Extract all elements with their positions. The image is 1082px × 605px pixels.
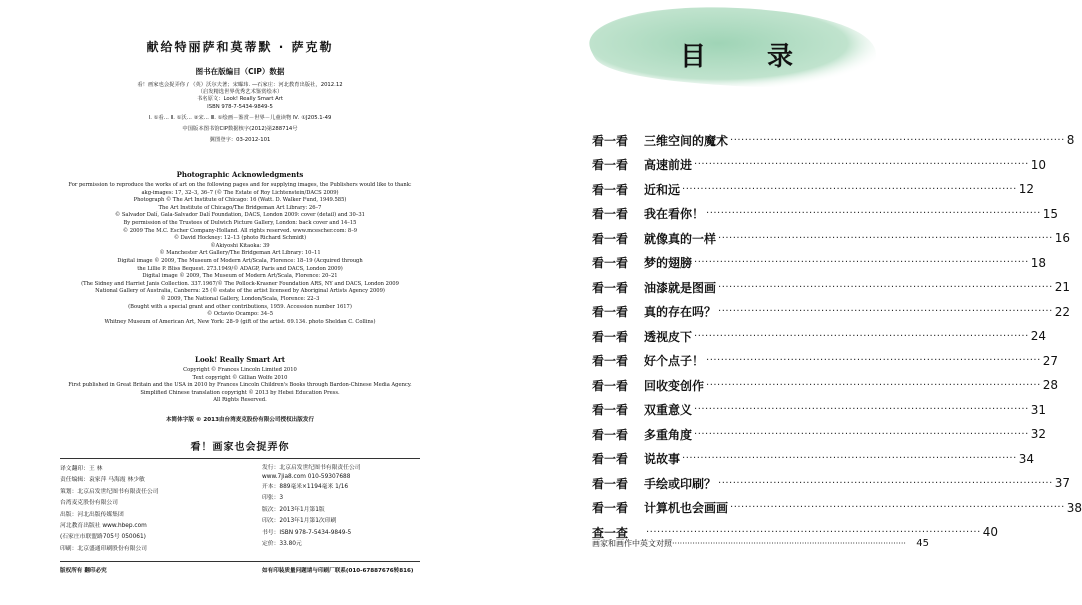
ack-line: akg-images: 17, 32–3, 36–7 (© The Estate of Roy Lichtenstein/DACS 2009)	[141, 189, 339, 196]
toc-section-label: 看一看	[592, 501, 629, 516]
cip-block	[0, 66, 480, 144]
ack-line: © David Hockney: 12–13 (photo Richard Schmidt)	[173, 235, 307, 242]
leader-dots: ···························································································	[646, 526, 981, 538]
toc-entry[interactable]	[592, 349, 1059, 374]
toc-page-number: 38	[1066, 500, 1082, 515]
pub-line: 印刷：北京盛通印刷股份有限公司	[60, 545, 147, 552]
pub-line: 出版：河北出版传媒集团	[60, 511, 124, 518]
pub-line: (石家庄市联盟路705号 050061)	[60, 534, 146, 541]
dedication: 献给特丽萨和莫蒂默 · 萨克勒	[146, 40, 334, 54]
toc-entry-title: 我在看你！	[644, 207, 705, 222]
toc-entry[interactable]	[592, 398, 1047, 423]
toc-entry-title: 回收变创作	[644, 378, 705, 393]
toc-page-number: 15	[1042, 206, 1059, 221]
leader-dots: ···························································································	[694, 404, 1029, 416]
toc-entry[interactable]	[592, 177, 1035, 202]
leader-dots: ···························································································	[694, 257, 1029, 269]
cip-line: （启发精选世界优秀艺术鉴赏绘本）	[197, 89, 283, 96]
toc-page-number: 37	[1054, 476, 1071, 491]
toc-entry-title: 双重意义	[644, 403, 693, 418]
pub-line: 河北教育出版社 www.hbep.com	[60, 523, 147, 530]
ack-line: Digital image © 2009, The Museum of Modern Art/Scala, Florence: 20–21	[142, 273, 338, 280]
footer-right: 如有印装质量问题请与印刷厂联系(010-67887676转816)	[262, 568, 414, 574]
ack-line: (The Sidney and Harriet Janis Collection. 337.1967/© The Pollock-Krasner Foundation ARS, NY and DACS, London 2009	[81, 280, 399, 287]
right-page	[480, 0, 1082, 605]
toc-section-label: 看一看	[592, 158, 629, 173]
toc-section-label: 看一看	[592, 378, 629, 393]
toc-entry[interactable]	[592, 300, 1071, 325]
toc-entry-title: 计算机也会画画	[644, 501, 729, 516]
cip-line: 看！画家也会捉弄你 / （英）沃尔夫著；宋曝玮. —石家庄：河北教育出版社，2012.12	[137, 82, 343, 88]
toc-entry[interactable]	[592, 128, 1075, 153]
leader-dots: ···························································································	[706, 355, 1041, 367]
cip-line: 书名原文：Look! Really Smart Art	[197, 96, 283, 103]
toc-entry-title: 好个点子！	[644, 354, 705, 369]
leader-dots: ···························································································	[694, 330, 1029, 342]
toc-entry[interactable]	[592, 275, 1071, 300]
leader-dots: ····························································································	[672, 539, 906, 548]
left-page	[0, 0, 480, 605]
copyright-line: Text copyright © Gillian Wolfe 2010	[192, 374, 288, 381]
copyright-block	[8, 355, 472, 405]
acknowledgments	[8, 170, 472, 326]
pub-line: 责任编辑：袁家萍 马海霞 林少敏	[60, 477, 145, 484]
toc-entry-title: 高速前进	[644, 158, 693, 173]
ack-line: Digital image © 2009, The Museum of Modern Art/Scala, Florence: 18–19 (Acquired through	[117, 257, 363, 264]
toc-section-label: 看一看	[592, 427, 629, 442]
toc-section-label: 看一看	[592, 403, 629, 418]
toc-entry[interactable]	[592, 496, 1082, 521]
toc-entry-title: 就像真的一样	[644, 231, 717, 246]
ack-line: © Manchester Art Gallery/The Bridgeman Art Library: 10–11	[159, 250, 321, 257]
ack-line: Whitney Museum of American Art, New York: 28–9 (gift of the artist. 69.134. photo Sheldan C. Collins)	[104, 318, 376, 325]
pub-line: 台湾麦克股份有限公司	[60, 500, 118, 507]
ack-line: (Bought with a special grant and other contributions, 1959. Accession number 1617)	[128, 303, 352, 310]
toc-footer-title: 画家和画作中英文对照	[592, 539, 672, 548]
toc-footer[interactable]	[592, 538, 929, 549]
toc-section-label: 看一看	[592, 476, 629, 491]
toc-entry-title: 真的存在吗？	[644, 305, 717, 320]
cip-line: 翼图登字：03-2012-101	[209, 137, 271, 144]
ack-line: © 2009, The National Gallery, London/Scala, Florence: 22–3	[160, 295, 320, 302]
toc-entry[interactable]	[592, 202, 1059, 227]
toc-page-number: 27	[1042, 353, 1059, 368]
toc-section-label: 看一看	[592, 256, 629, 271]
ack-line: Photograph © The Art Institute of Chicago: 16 (Watt. D. Walker Fund, 1949.585)	[133, 197, 347, 204]
toc-title: 目 录	[680, 42, 820, 72]
divider-top	[60, 458, 420, 459]
toc-section-label: 看一看	[592, 305, 629, 320]
toc-footer-page: 45	[916, 538, 929, 549]
ack-line: © Octavio Ocampo: 34–5	[206, 311, 274, 318]
toc-section-label: 看一看	[592, 354, 629, 369]
ack-line: By permission of the Trustees of Dulwich Picture Gallery, London: back cover and 14–15	[123, 219, 357, 226]
toc-page-number: 18	[1030, 255, 1047, 270]
toc-page-number: 8	[1066, 133, 1075, 148]
leader-dots: ···························································································	[718, 306, 1053, 318]
ack-line: the Lillie P. Bliss Bequest. 273.1949/© ADAGP, Paris and DACS, London 2009)	[137, 265, 343, 272]
toc-entry[interactable]	[592, 373, 1059, 398]
leader-dots: ···························································································	[694, 428, 1029, 440]
toc-entry[interactable]	[592, 226, 1071, 251]
toc-section-label: 看一看	[592, 133, 629, 148]
leader-dots: ···························································································	[706, 379, 1041, 391]
pub-line: 开本：889毫米×1194毫米 1/16	[262, 484, 349, 490]
toc-entry[interactable]	[592, 422, 1047, 447]
toc-section-label: 查一查	[592, 525, 629, 540]
toc-entry-title: 三维空间的魔术	[644, 133, 729, 148]
pub-line: 策划：北京启发世纪图书有限责任公司	[60, 488, 159, 495]
toc-section-label: 看一看	[592, 207, 629, 222]
toc-page-number: 21	[1054, 280, 1071, 295]
ack-line: National Gallery of Australia, Canberra: 25 (© estate of the artist licensed by Aboriginal Artists Agency 2009)	[95, 288, 385, 295]
toc-list	[592, 128, 1082, 545]
ack-line: © 2009 The M.C. Escher Company-Holland. All rights reserved. www.mcescher.com: 8–9	[122, 227, 358, 234]
toc-entry[interactable]	[592, 324, 1047, 349]
pub-line: 译文翻印：王 林	[60, 466, 103, 472]
toc-entry[interactable]	[592, 447, 1035, 472]
toc-page-number: 40	[982, 525, 999, 540]
ack-line: For permission to reproduce the works of art on the following pages and for supplying images, the Publishers would like to thank:	[68, 182, 412, 188]
leader-dots: ···························································································	[718, 477, 1053, 489]
leader-dots: ···························································································	[682, 183, 1017, 195]
toc-page-number: 24	[1030, 329, 1047, 344]
pub-line: 发行：北京启发世纪图书有限责任公司	[262, 465, 361, 471]
toc-entry[interactable]	[592, 251, 1047, 276]
toc-page-number: 10	[1030, 157, 1047, 172]
pub-line: 书号：ISBN 978-7-5434-9849-5	[262, 529, 352, 536]
leader-dots: ···························································································	[718, 232, 1053, 244]
pub-line: www.7jia8.com 010-59307688	[262, 474, 351, 480]
toc-entry[interactable]	[592, 153, 1047, 178]
toc-page-number: 31	[1030, 402, 1047, 417]
leader-dots: ···························································································	[730, 502, 1065, 514]
copyright-title: Look! Really Smart Art	[195, 355, 285, 364]
rights-line: 本简体字版 © 2013由台湾麦克股份有限公司授权出版发行	[165, 417, 315, 423]
pub-line: 印次：2013年1月第1次印刷	[262, 518, 337, 525]
toc-section-label: 看一看	[592, 329, 629, 344]
leader-dots: ···························································································	[730, 134, 1065, 146]
toc-section-label: 看一看	[592, 231, 629, 246]
cip-line: Ⅰ. ①看… Ⅱ. ①沃… ②宋… Ⅲ. ①绘画－鉴赏－世界－儿童读物 Ⅳ. ①J205.1-49	[148, 114, 332, 121]
toc-page-number: 16	[1054, 231, 1071, 246]
copyright-line: Simplified Chinese translation copyright © 2013 by Hebei Education Press.	[140, 389, 340, 396]
ack-title: Photographic Acknowledgments	[176, 170, 304, 179]
toc-page-number: 12	[1018, 182, 1035, 197]
footer-left: 版权所有 翻印必究	[60, 568, 107, 574]
pub-line: 印张：3	[262, 495, 284, 502]
leader-dots: ···························································································	[682, 453, 1017, 465]
publisher-info-left	[60, 464, 280, 555]
toc-entry-title: 多重角度	[644, 427, 693, 442]
copyright-line: First published in Great Britain and the USA in 2010 by Frances Lincoln Children's Books through Bardon-Chinese Media Agency.	[68, 382, 412, 389]
copyright-line: All Rights Reserved.	[213, 397, 267, 404]
pub-line: 版次：2013年1月第1版	[262, 506, 325, 513]
cip-line: ISBN 978-7-5434-9849-5	[207, 103, 273, 110]
publisher-info-right	[262, 464, 432, 550]
toc-entry-title: 近和远	[644, 182, 681, 197]
divider-bottom	[60, 561, 420, 562]
ack-line: The Art Institute of Chicago/The Bridgeman Art Library: 26–7	[158, 204, 322, 211]
toc-entry-title: 手绘或印刷？	[644, 476, 717, 491]
leader-dots: ···························································································	[706, 208, 1041, 220]
toc-page-number: 34	[1018, 451, 1035, 466]
book-title: 看！画家也会捉弄你	[190, 442, 290, 453]
toc-section-label: 看一看	[592, 452, 629, 467]
toc-page-number: 28	[1042, 378, 1059, 393]
toc-page-number: 22	[1054, 304, 1071, 319]
toc-entry-title: 油漆就是图画	[644, 280, 717, 295]
cip-title: 图书在版编目（CIP）数据	[195, 67, 285, 76]
leader-dots: ···························································································	[694, 159, 1029, 171]
toc-page-number: 32	[1030, 427, 1047, 442]
pub-line: 定价：33.80元	[262, 541, 302, 548]
toc-entry-title: 说故事	[644, 452, 681, 467]
cip-line: 中国版本图书馆CIP数据核字(2012)第288714号	[182, 126, 298, 133]
copyright-line: Copyright © Frances Lincoln Limited 2010	[183, 367, 297, 373]
ack-line: © Salvador Dalí, Gala-Salvador Dalí Foundation, DACS, London 2009: cover (detail) and 30–31	[115, 212, 365, 219]
toc-section-label: 看一看	[592, 280, 629, 295]
leader-dots: ···························································································	[718, 281, 1053, 293]
toc-entry[interactable]	[592, 471, 1071, 496]
toc-entry-title: 梦的翅膀	[644, 256, 693, 271]
ack-line: ©Akiyoshi Kitaoka: 39	[210, 242, 270, 249]
toc-section-label: 看一看	[592, 182, 629, 197]
toc-entry-title: 透视皮下	[644, 329, 693, 344]
